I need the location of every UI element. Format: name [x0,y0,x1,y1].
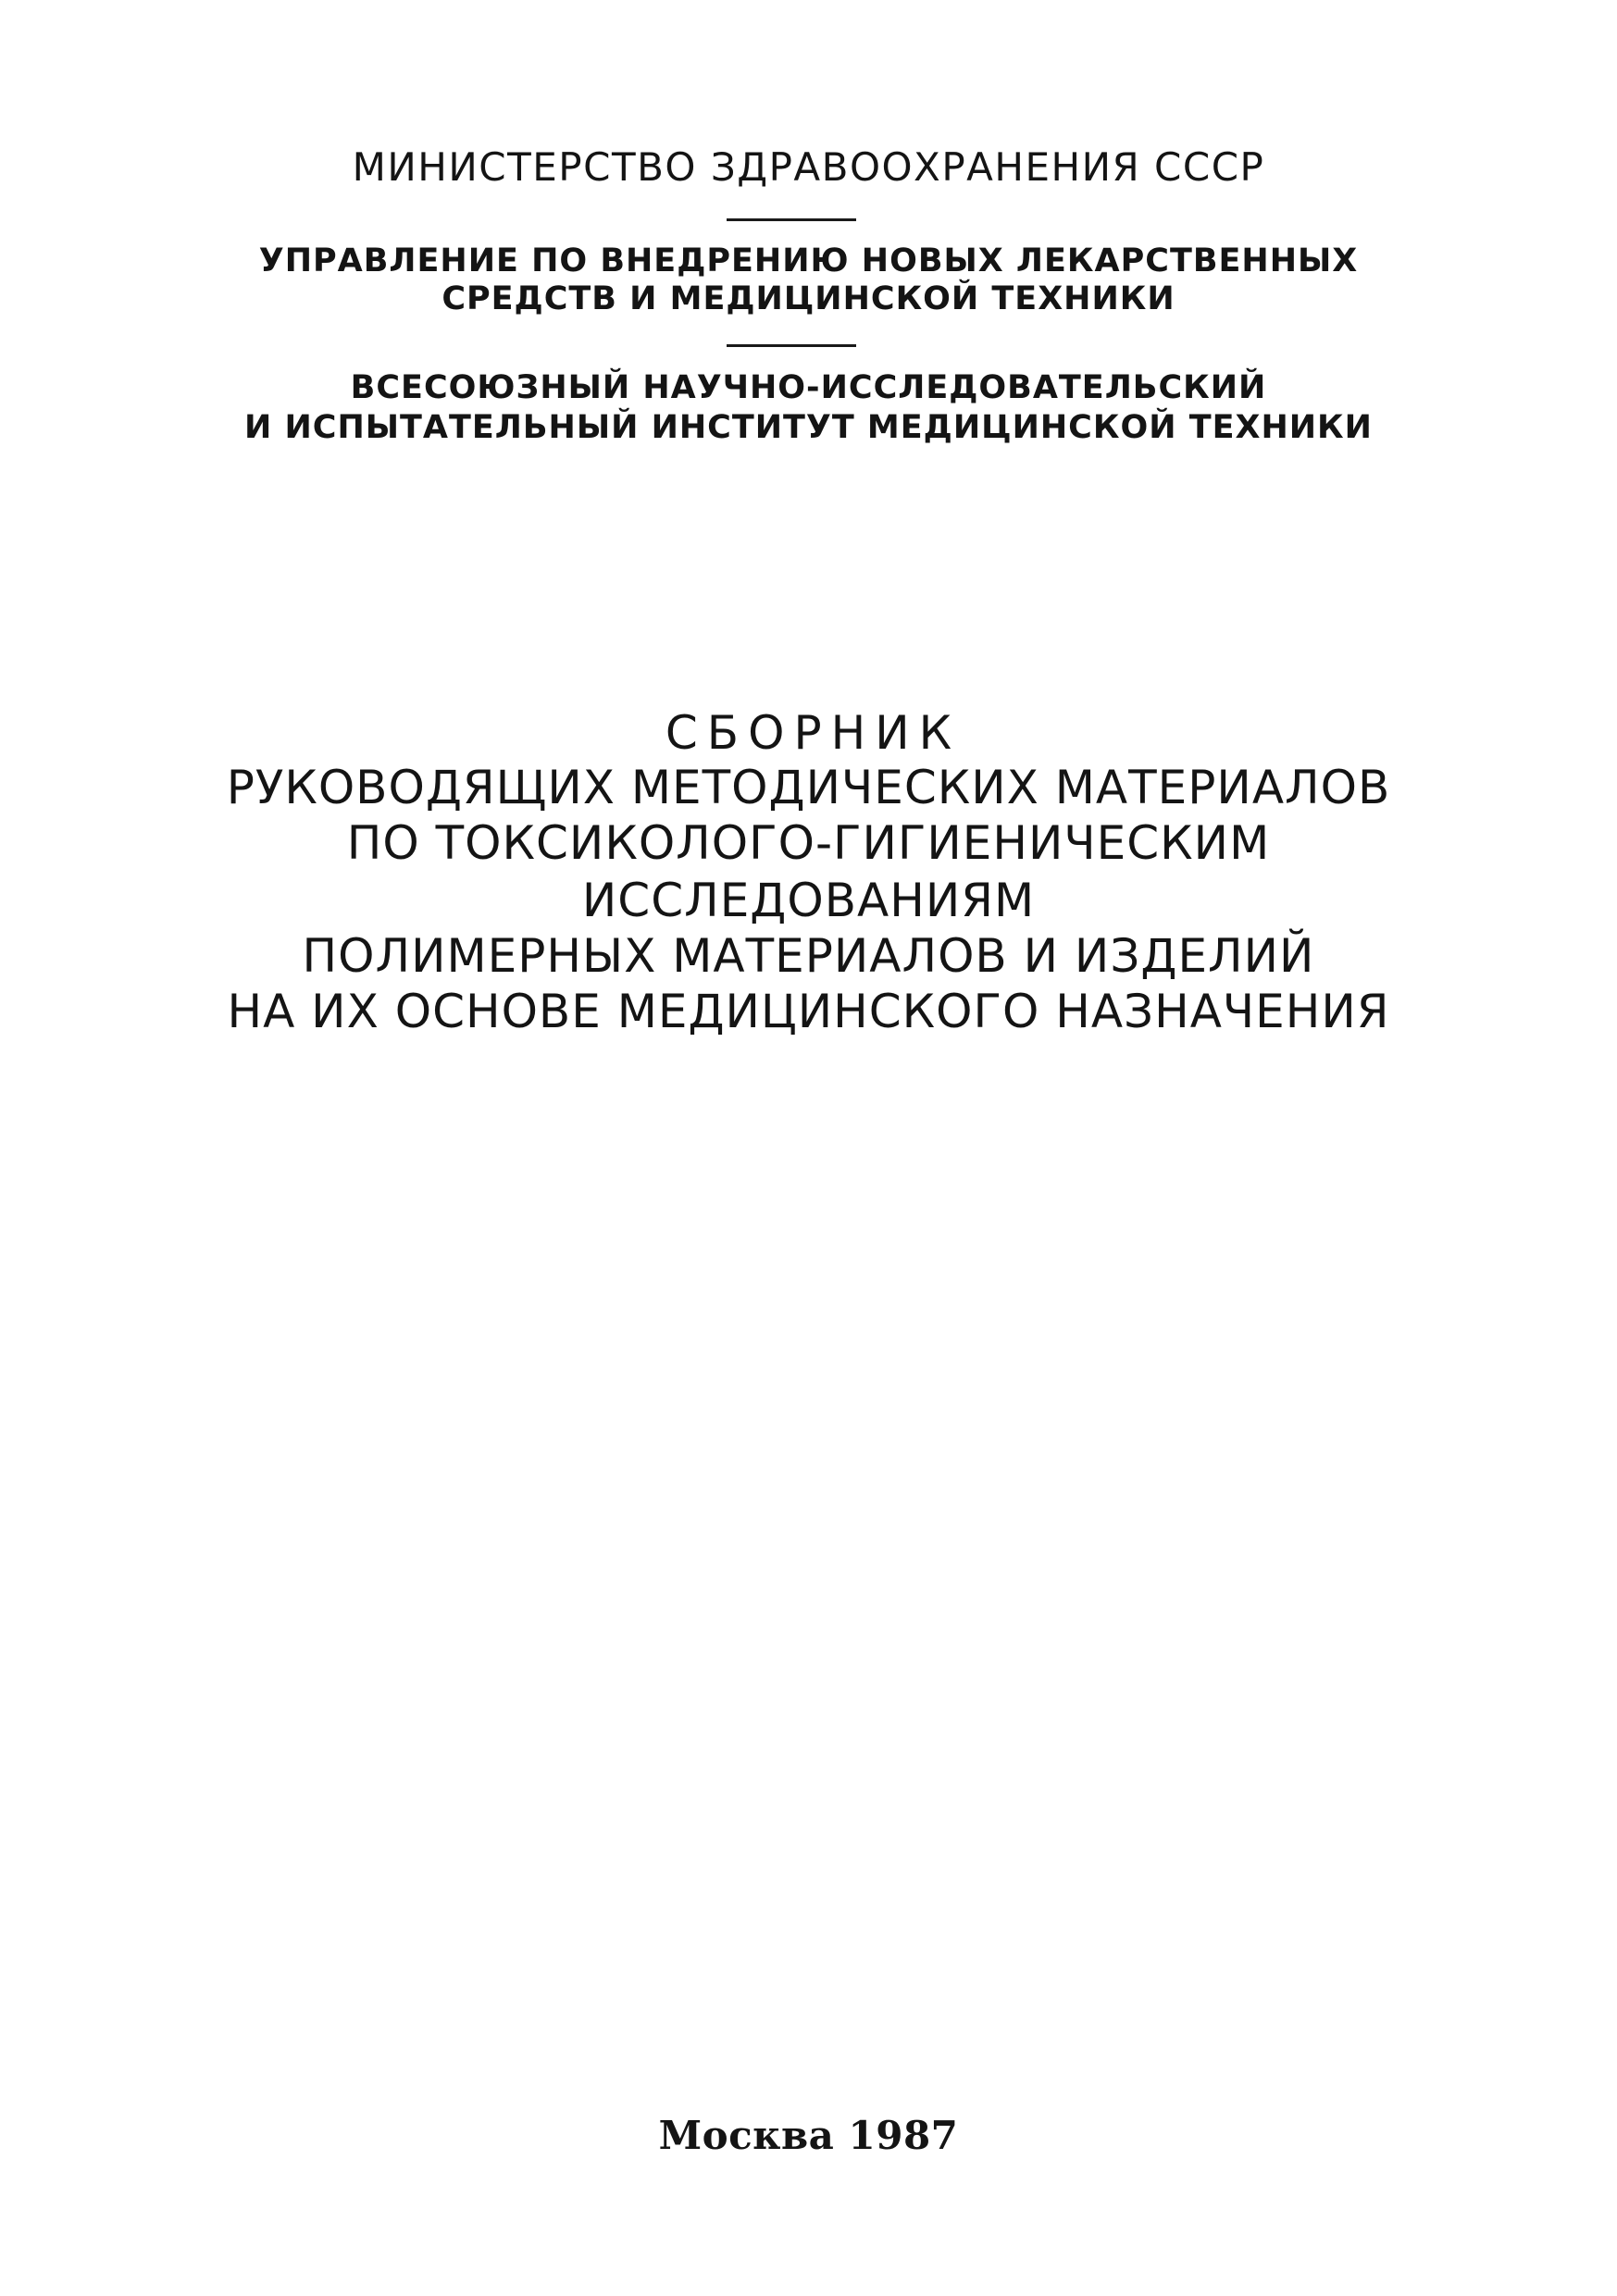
department-name-line-2: СРЕДСТВ И МЕДИЦИНСКОЙ ТЕХНИКИ [442,280,1175,317]
document-title-line-1: РУКОВОДЯЩИХ МЕТОДИЧЕСКИХ МАТЕРИАЛОВ [226,761,1391,814]
separator-rule [727,344,856,347]
institute-name-line-1: ВСЕСОЮЗНЫЙ НАУЧНО-ИССЛЕДОВАТЕЛЬСКИЙ [350,369,1267,406]
department-name-line-1: УПРАВЛЕНИЕ ПО ВНЕДРЕНИЮ НОВЫХ ЛЕКАРСТВЕННЫХ [258,242,1359,279]
document-title-line-4: ПОЛИМЕРНЫХ МАТЕРИАЛОВ И ИЗДЕЛИЙ [302,929,1315,983]
document-title-line-3: ИССЛЕДОВАНИЯМ [581,874,1036,927]
ministry-name: МИНИСТЕРСТВО ЗДРАВООХРАНЕНИЯ СССР [352,144,1265,190]
imprint-place-year: Москва 1987 [658,2113,959,2158]
separator-rule [727,218,856,221]
document-title-line-2: ПО ТОКСИКОЛОГО-ГИГИЕНИЧЕСКИМ [346,816,1271,870]
document-type-heading: СБОРНИК [665,706,962,760]
institute-name-line-2: И ИСПЫТАТЕЛЬНЫЙ ИНСТИТУТ МЕДИЦИНСКОЙ ТЕХНИКИ [244,409,1373,446]
document-title-line-5: НА ИХ ОСНОВЕ МЕДИЦИНСКОГО НАЗНАЧЕНИЯ [227,985,1390,1038]
